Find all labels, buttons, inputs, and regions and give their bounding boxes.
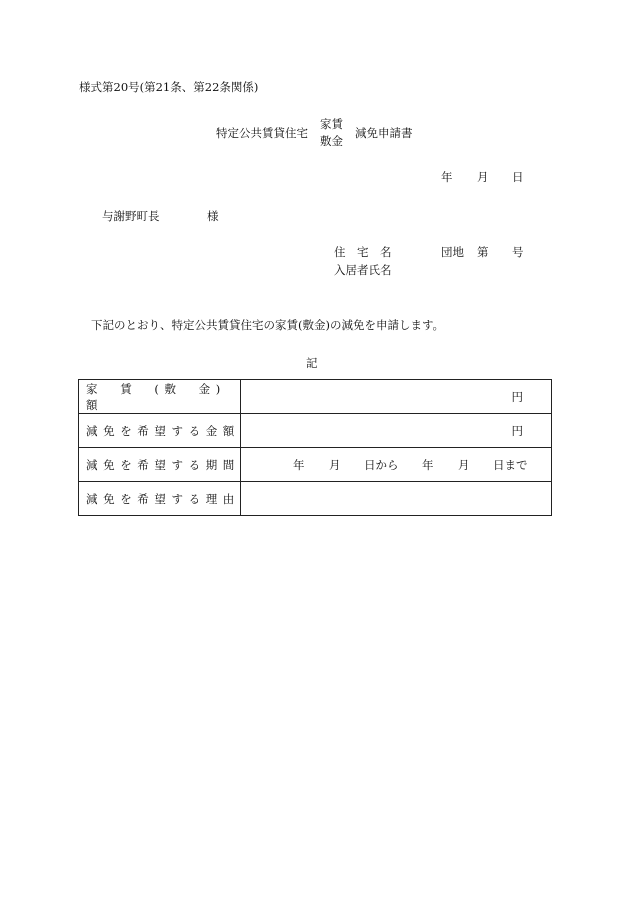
table-row [79,414,552,448]
title-option-deposit: 敷金 [320,134,343,148]
date-day: 日 [512,170,524,184]
resident-name-label: 入居者氏名 [334,263,392,277]
row-label-reason: 減免を希望する理由 [79,482,241,516]
period-year-start: 年 [293,457,305,472]
period-month-start: 月 [329,457,341,472]
requested-period-field[interactable] [241,448,552,482]
body-text: 下記のとおり、特定公共賃貸住宅の家賃(敷金)の減免を申請します。 [91,318,445,332]
addressee-name: 与謝野町長 [102,209,160,223]
title-suffix: 減免申請書 [355,126,413,140]
reason-field[interactable] [241,482,552,516]
complex-label: 団地 [441,245,464,259]
table-row [79,380,552,414]
table-row [79,448,552,482]
period-year-end: 年 [422,457,434,472]
application-table [78,379,552,516]
yen-unit: 円 [511,423,523,438]
title-option-rent: 家賃 [320,117,343,131]
row-label-rent-amount: 家 賃 (敷 金) 額 [79,380,241,414]
rent-amount-field[interactable] [241,380,552,414]
number-suffix: 号 [512,245,524,259]
form-number: 様式第20号(第21条、第22条関係) [79,80,259,94]
requested-amount-field[interactable] [241,414,552,448]
number-prefix: 第 [477,245,489,259]
addressee-honorific: 様 [207,209,219,223]
date-month: 月 [477,170,489,184]
period-day-from: 日から [364,457,399,472]
period-month-end: 月 [458,457,470,472]
yen-unit: 円 [511,389,523,404]
period-day-to: 日まで [493,457,528,472]
date-year: 年 [441,170,453,184]
table-row [79,482,552,516]
housing-name-label: 住 宅 名 [334,245,392,259]
row-label-requested-period: 減免を希望する期間 [79,448,241,482]
ki-heading: 記 [306,356,318,370]
title-prefix: 特定公共賃貸住宅 [216,126,308,140]
row-label-requested-amount: 減免を希望する金額 [79,414,241,448]
